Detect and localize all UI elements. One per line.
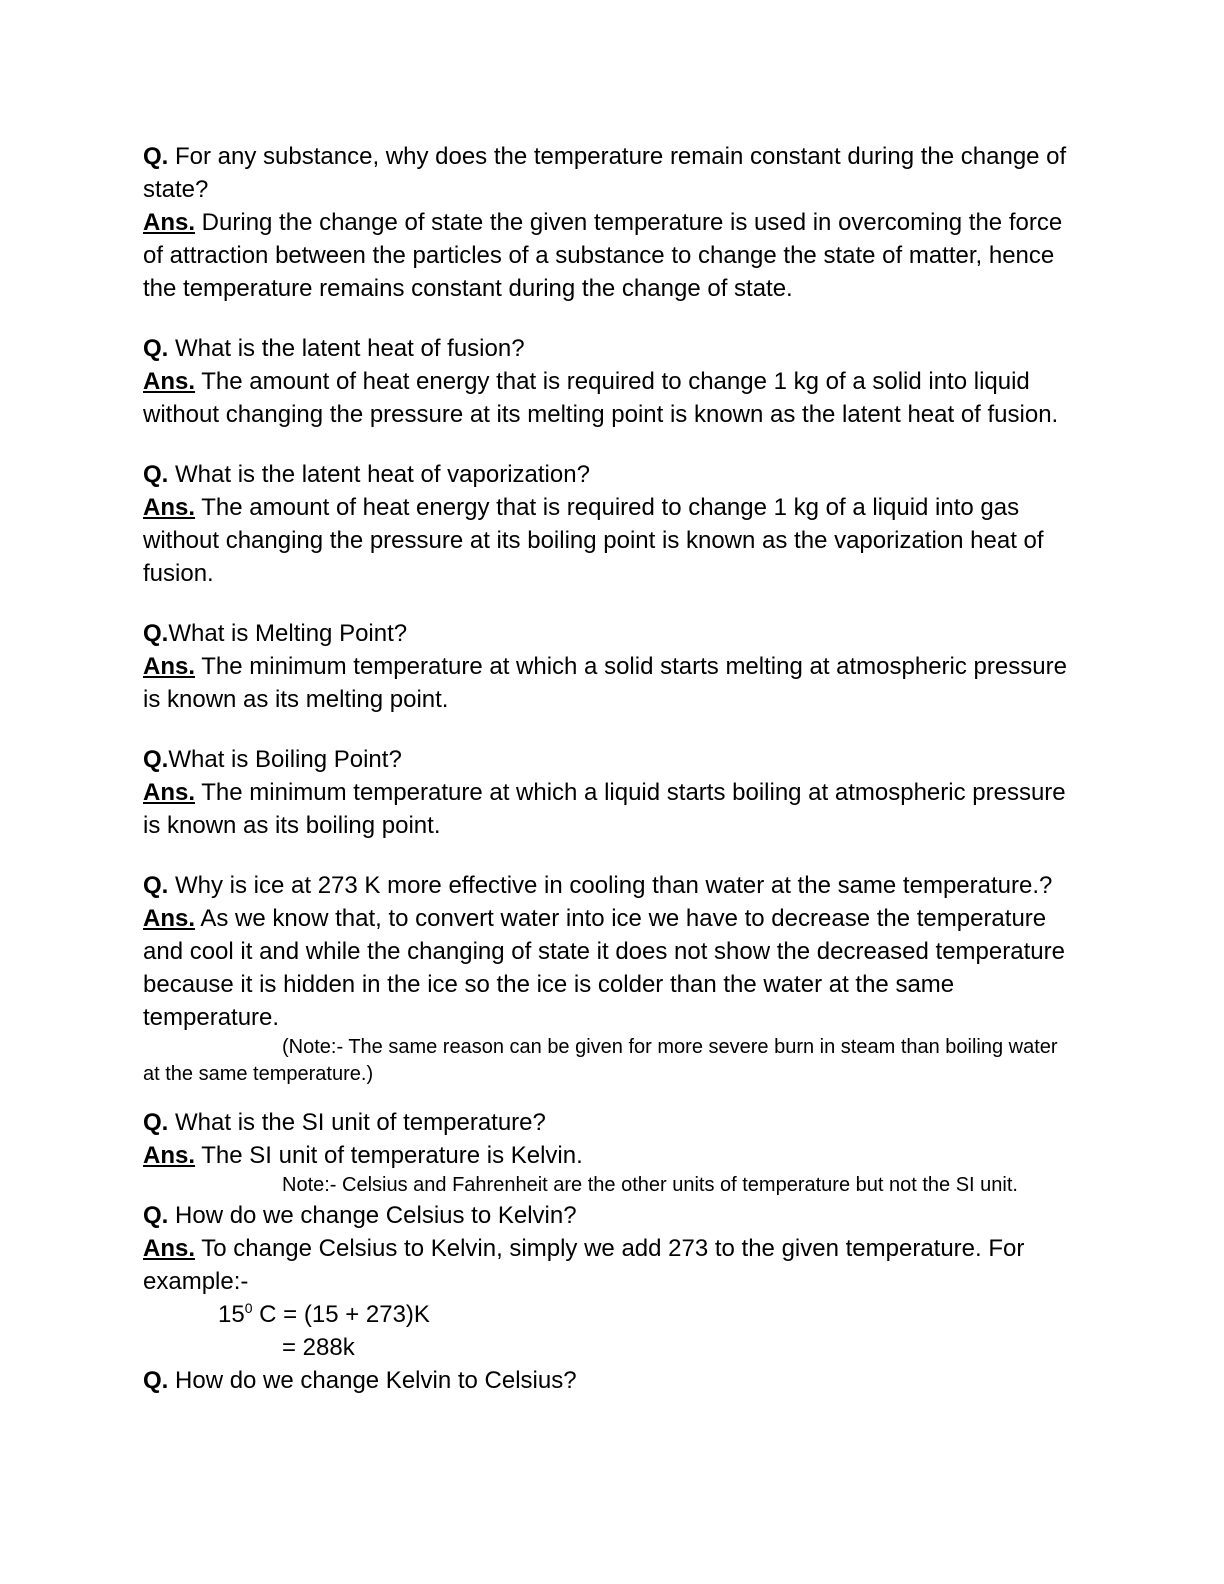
answer bbox=[143, 902, 1079, 1034]
question-label: Q. bbox=[143, 1367, 169, 1394]
qa-block bbox=[143, 458, 1079, 590]
question-label: Q. bbox=[143, 620, 169, 647]
answer-text: To change Celsius to Kelvin, simply we add 273 to the given temperature. For example:- bbox=[143, 1235, 1025, 1295]
formula-line-2: = 288k bbox=[282, 1334, 355, 1361]
answer-label: Ans. bbox=[143, 1142, 196, 1169]
answer bbox=[143, 491, 1079, 590]
answer bbox=[143, 1232, 1079, 1298]
exponent: 0 bbox=[244, 1300, 253, 1316]
question-text: What is the SI unit of temperature? bbox=[168, 1109, 546, 1136]
answer-label: Ans. bbox=[143, 905, 196, 932]
qa-block bbox=[143, 743, 1079, 842]
question bbox=[143, 869, 1079, 902]
formula-line-1 bbox=[143, 1298, 1079, 1331]
qa-block bbox=[143, 1364, 1079, 1397]
qa-block bbox=[143, 1199, 1079, 1364]
answer-text: As we know that, to convert water into ice we have to decrease the temperature and cool it and while the changing of state it does not show the decreased temperature because it is hidden in the ice so the ice is colder than the water at the same temperature. bbox=[143, 905, 1065, 1031]
formula-base: 15 bbox=[218, 1301, 245, 1328]
question-text: What is the latent heat of fusion? bbox=[168, 335, 525, 362]
question-text: What is the latent heat of vaporization? bbox=[168, 461, 590, 488]
answer bbox=[143, 776, 1079, 842]
answer bbox=[143, 650, 1079, 716]
question-label: Q. bbox=[143, 746, 169, 773]
answer-text: The SI unit of temperature is Kelvin. bbox=[195, 1142, 583, 1169]
answer-text: The amount of heat energy that is required to change 1 kg of a solid into liquid without changing the pressure at its melting point is known as the latent heat of fusion. bbox=[143, 368, 1059, 428]
answer-text: During the change of state the given temperature is used in overcoming the force of attraction between the particles of a substance to change the state of matter, hence the temperature remains constant during the change of state. bbox=[143, 209, 1063, 302]
answer-label: Ans. bbox=[143, 1235, 196, 1262]
question bbox=[143, 617, 1079, 650]
answer bbox=[143, 206, 1079, 305]
question bbox=[143, 1364, 1079, 1397]
answer-label: Ans. bbox=[143, 368, 196, 395]
question bbox=[143, 743, 1079, 776]
answer-label: Ans. bbox=[143, 209, 196, 236]
question bbox=[143, 1199, 1079, 1232]
answer-label: Ans. bbox=[143, 779, 196, 806]
question-label: Q. bbox=[143, 872, 169, 899]
note-text: Note:- Celsius and Fahrenheit are the other units of temperature but not the SI unit. bbox=[282, 1174, 1018, 1196]
answer-label: Ans. bbox=[143, 494, 196, 521]
qa-block bbox=[143, 140, 1079, 305]
qa-block bbox=[143, 617, 1079, 716]
question bbox=[143, 140, 1079, 206]
question bbox=[143, 332, 1079, 365]
answer bbox=[143, 365, 1079, 431]
question-label: Q. bbox=[143, 1202, 169, 1229]
answer-text: The minimum temperature at which a solid starts melting at atmospheric pressure is known as its melting point. bbox=[143, 653, 1067, 713]
question-text: What is Melting Point? bbox=[168, 620, 408, 647]
question-text: What is Boiling Point? bbox=[168, 746, 402, 773]
answer bbox=[143, 1139, 1079, 1172]
question-label: Q. bbox=[143, 335, 169, 362]
question-text: For any substance, why does the temperature remain constant during the change of state? bbox=[143, 143, 1067, 203]
qa-block bbox=[143, 1106, 1079, 1199]
answer-label: Ans. bbox=[143, 653, 196, 680]
question-text: How do we change Kelvin to Celsius? bbox=[168, 1367, 577, 1394]
qa-block bbox=[143, 332, 1079, 431]
question bbox=[143, 458, 1079, 491]
answer-text: The amount of heat energy that is required to change 1 kg of a liquid into gas without changing the pressure at its boiling point is known as the vaporization heat of fusion. bbox=[143, 494, 1044, 587]
question-text: How do we change Celsius to Kelvin? bbox=[168, 1202, 577, 1229]
question bbox=[143, 1106, 1079, 1139]
note-text: (Note:- The same reason can be given for more severe burn in steam than boiling water at the same temperature.) bbox=[143, 1036, 1058, 1085]
question-text: Why is ice at 273 K more effective in cooling than water at the same temperature.? bbox=[168, 872, 1053, 899]
qa-block bbox=[143, 869, 1079, 1088]
question-label: Q. bbox=[143, 1109, 169, 1136]
formula-rest: C = (15 + 273)K bbox=[252, 1301, 430, 1328]
answer-text: The minimum temperature at which a liquid starts boiling at atmospheric pressure is known as its boiling point. bbox=[143, 779, 1066, 839]
question-label: Q. bbox=[143, 143, 169, 170]
question-label: Q. bbox=[143, 461, 169, 488]
